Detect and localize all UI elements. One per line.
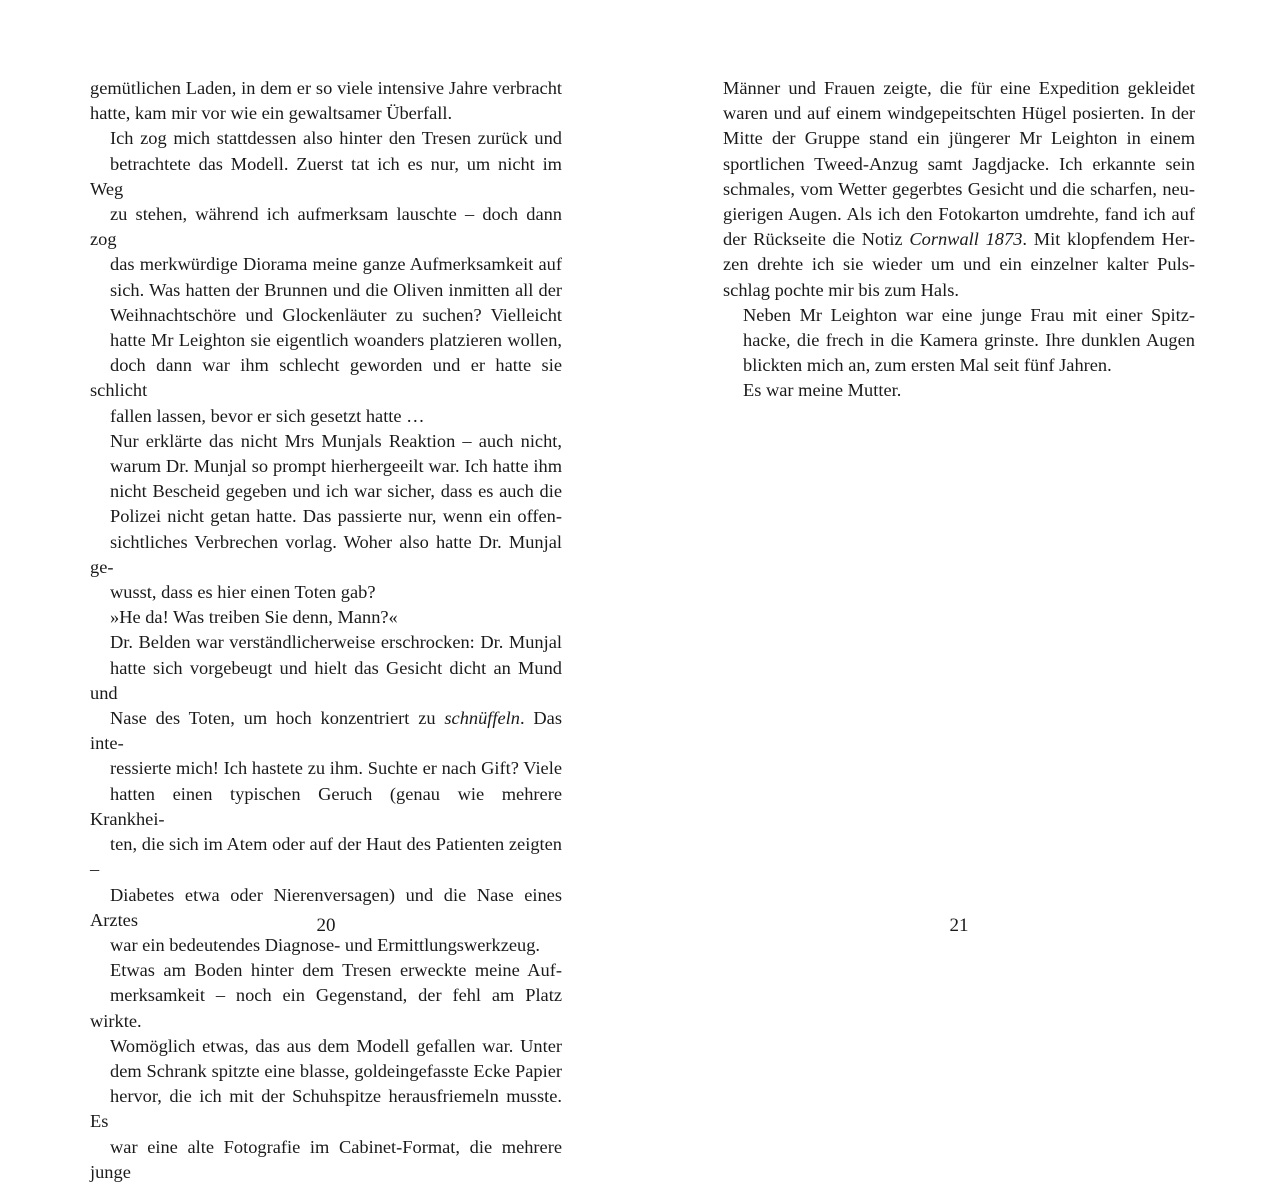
page-number-left: 20	[316, 915, 336, 936]
page-number-right: 21	[949, 915, 969, 936]
text-line: Neben Mr Leighton war eine junge Frau mit einer Spitz-	[743, 304, 1195, 325]
paragraph	[90, 126, 562, 428]
text-line: hervor, die ich mit der Schuhspitze herausfriemeln musste. Es	[90, 1086, 562, 1132]
text-line: Dr. Belden war verständlicherweise erschrocken: Dr. Munjal	[110, 632, 562, 653]
paragraph	[723, 378, 1195, 403]
text-line: Männer und Frauen zeigte, die für eine Expedition gekleidet	[723, 78, 1195, 98]
text-line: nicht Bescheid gegeben und ich war sicher, dass es auch die	[110, 481, 562, 502]
paragraph	[90, 630, 562, 958]
right-page	[723, 76, 1195, 404]
paragraph	[723, 76, 1195, 303]
text-line: Mitte der Gruppe stand ein jüngerer Mr Leighton in einem	[723, 128, 1195, 149]
text-line: das merkwürdige Diorama meine ganze Aufmerksamkeit auf	[110, 254, 562, 275]
text-line: warum Dr. Munjal so prompt hierhergeeilt war. Ich hatte ihm	[110, 456, 562, 477]
text-line: betrachtete das Modell. Zuerst tat ich es nur, um nicht im Weg	[90, 153, 562, 199]
text-line: Nase des Toten, um hoch konzentriert zu schnüffeln. Das inte-	[90, 708, 563, 754]
text-line: fallen lassen, bevor er sich gesetzt hatte …	[110, 405, 425, 426]
text-line: merksamkeit – noch ein Gegenstand, der fehl am Platz wirkte.	[90, 985, 562, 1031]
text-line: war eine alte Fotografie im Cabinet-Format, die mehrere junge	[90, 1136, 562, 1182]
text-line: Weihnachtschöre und Glockenläuter zu suchen? Vielleicht	[110, 304, 562, 325]
paragraph	[90, 605, 562, 630]
text-line: Ich zog mich stattdessen also hinter den Tresen zurück und	[110, 128, 562, 149]
text-line: schmales, vom Wetter gegerbtes Gesicht und die scharfen, neu-	[723, 178, 1195, 199]
text-line: ressierte mich! Ich hastete zu ihm. Suchte er nach Gift? Viele	[110, 758, 562, 779]
text-line: Womöglich etwas, das aus dem Modell gefallen war. Unter	[110, 1035, 562, 1056]
text-line: hacke, die frech in die Kamera grinste. Ihre dunklen Augen	[743, 330, 1195, 351]
text-line: gemütlichen Laden, in dem er so viele intensive Jahre verbracht	[90, 78, 562, 98]
text-line: hatte, kam mir vor wie ein gewaltsamer Überfall.	[90, 103, 453, 124]
text-line: Diabetes etwa oder Nierenversagen) und die Nase eines Arztes	[90, 884, 562, 930]
left-page	[90, 76, 562, 1185]
text-line: war ein bedeutendes Diagnose- und Ermittlungswerkzeug.	[110, 934, 541, 955]
text-line: wusst, dass es hier einen Toten gab?	[110, 582, 376, 603]
text-line: schlag pochte mir bis zum Hals.	[723, 279, 959, 300]
text-line: zu stehen, während ich aufmerksam lauschte – doch dann zog	[90, 204, 562, 250]
paragraph	[90, 958, 562, 1185]
text-line: der Rückseite die Notiz Cornwall 1873. Mit klopfendem Her-	[723, 229, 1195, 250]
text-line: gierigen Augen. Als ich den Fotokarton umdrehte, fand ich auf	[723, 204, 1195, 225]
text-line: ten, die sich im Atem oder auf der Haut des Patienten zeigten –	[90, 834, 562, 880]
paragraph	[90, 76, 562, 126]
paragraph	[723, 303, 1195, 379]
text-line: Es war meine Mutter.	[743, 380, 902, 401]
text-line: hatte Mr Leighton sie eigentlich woanders platzieren wollen,	[110, 330, 562, 351]
text-line: waren und auf einem windgepeitschten Hügel posierten. In der	[723, 103, 1195, 124]
paragraph	[90, 429, 562, 605]
text-line: hatte sich vorgebeugt und hielt das Gesicht dicht an Mund und	[90, 657, 562, 703]
text-line: Polizei nicht getan hatte. Das passierte nur, wenn ein offen-	[110, 506, 562, 527]
text-line: »He da! Was treiben Sie denn, Mann?«	[110, 607, 398, 628]
text-line: dem Schrank spitzte eine blasse, goldeingefasste Ecke Papier	[110, 1060, 562, 1081]
text-line: sich. Was hatten der Brunnen und die Oliven inmitten all der	[110, 279, 562, 300]
text-line: Nur erklärte das nicht Mrs Munjals Reaktion – auch nicht,	[110, 430, 562, 451]
text-line: sichtliches Verbrechen vorlag. Woher also hatte Dr. Munjal ge-	[90, 531, 562, 577]
text-line: blickten mich an, zum ersten Mal seit fünf Jahren.	[743, 355, 1112, 376]
text-line: hatten einen typischen Geruch (genau wie mehrere Krankhei-	[90, 783, 562, 829]
text-line: Etwas am Boden hinter dem Tresen erweckte meine Auf-	[110, 960, 562, 981]
text-line: sportlichen Tweed-Anzug samt Jagdjacke. Ich erkannte sein	[723, 153, 1195, 174]
text-line: doch dann war ihm schlecht geworden und er hatte sie schlicht	[90, 355, 562, 401]
text-line: zen drehte ich sie wieder um und ein einzelner kalter Puls-	[723, 254, 1195, 275]
